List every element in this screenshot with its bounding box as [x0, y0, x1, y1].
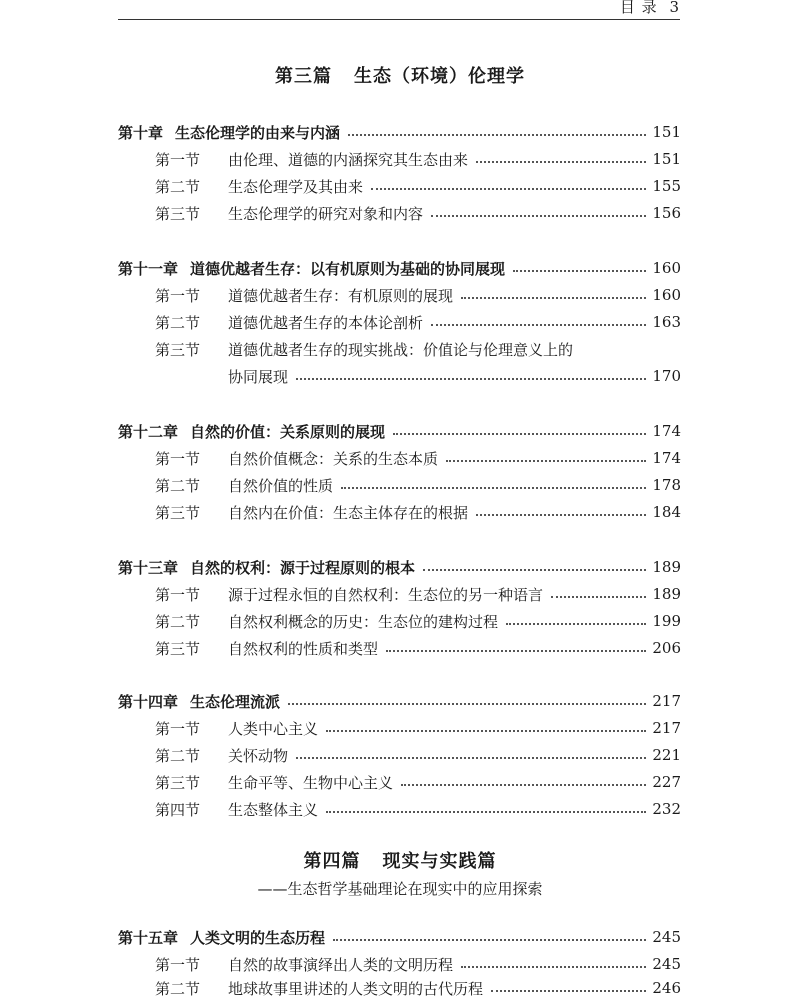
section-title: 人类中心主义	[228, 719, 319, 738]
part-name: 现实与实践篇	[382, 851, 497, 872]
chapter-title: 生态伦理流派	[190, 692, 281, 711]
dot-leader	[348, 134, 646, 136]
dot-leader	[333, 939, 646, 941]
dot-leader	[431, 215, 646, 217]
chapter-label: 第十四章	[118, 692, 179, 711]
toc-chapter-14[interactable]	[118, 689, 681, 713]
chapter-title: 道德优越者生存：以有机原则为基础的协同展现	[190, 259, 506, 278]
page-number: 155	[652, 177, 681, 195]
section-title: 自然的故事演绎出人类的文明历程	[228, 955, 454, 974]
dot-leader	[446, 460, 646, 462]
page-number: 184	[652, 503, 681, 521]
dot-leader	[393, 433, 646, 435]
toc-section[interactable]	[155, 201, 681, 225]
section-title: 生态伦理学的研究对象和内容	[228, 204, 424, 223]
toc-section[interactable]	[155, 500, 681, 524]
toc-chapter-15[interactable]	[118, 925, 681, 949]
page-number: 227	[652, 773, 681, 791]
section-title: 道德优越者生存的本体论剖析	[228, 313, 424, 332]
dot-leader	[423, 569, 646, 571]
page-number: 174	[652, 449, 681, 467]
toc-section[interactable]	[155, 716, 681, 740]
toc-chapter-13[interactable]	[118, 555, 681, 579]
page-number: 189	[652, 585, 681, 603]
toc-section[interactable]	[155, 952, 681, 976]
section-label: 第三节	[155, 773, 201, 792]
page-number: 160	[652, 259, 681, 277]
chapter-title: 自然的价值：关系原则的展现	[190, 422, 386, 441]
header-title: 目 录	[619, 0, 658, 16]
dot-leader	[506, 623, 646, 625]
part-4-title	[0, 847, 800, 873]
dot-leader	[513, 270, 646, 272]
dot-leader	[551, 596, 646, 598]
section-title: 生命平等、生物中心主义	[228, 773, 394, 792]
dot-leader	[296, 378, 646, 380]
chapter-title: 自然的权利：源于过程原则的根本	[190, 558, 416, 577]
section-title: 道德优越者生存的现实挑战：价值论与伦理意义上的	[228, 340, 574, 359]
toc-chapter-12[interactable]	[118, 419, 681, 443]
section-title: 源于过程永恒的自然权利：生态位的另一种语言	[228, 585, 544, 604]
section-title: 由伦理、道德的内涵探究其生态由来	[228, 150, 469, 169]
page-number: 245	[652, 928, 681, 946]
toc-chapter-11[interactable]	[118, 256, 681, 280]
page-number: 170	[652, 367, 681, 385]
section-label: 第一节	[155, 585, 201, 604]
toc-section[interactable]	[155, 310, 681, 334]
section-title: 自然权利概念的历史：生态位的建构过程	[228, 612, 499, 631]
section-label: 第一节	[155, 719, 201, 738]
section-title: 生态整体主义	[228, 800, 319, 819]
chapter-title: 生态伦理学的由来与内涵	[175, 123, 341, 142]
section-label: 第二节	[155, 612, 201, 631]
toc-section[interactable]	[155, 797, 681, 821]
dot-leader	[491, 990, 646, 992]
toc-section[interactable]	[155, 283, 681, 307]
section-label: 第二节	[155, 746, 201, 765]
page-number: 232	[652, 800, 681, 818]
dot-leader	[288, 703, 646, 705]
dot-leader	[461, 966, 646, 968]
page-number: 246	[652, 979, 681, 997]
toc-section[interactable]	[155, 582, 681, 606]
page-number: 151	[652, 123, 681, 141]
section-label: 第二节	[155, 476, 201, 495]
section-label: 第三节	[155, 340, 201, 359]
page-number: 221	[652, 746, 681, 764]
section-label: 第一节	[155, 449, 201, 468]
section-title: 道德优越者生存：有机原则的展现	[228, 286, 454, 305]
part-label: 第四篇	[303, 851, 361, 872]
toc-section[interactable]	[155, 147, 681, 171]
toc-section[interactable]	[155, 337, 681, 361]
chapter-label: 第十一章	[118, 259, 179, 278]
section-title: 生态伦理学及其由来	[228, 177, 364, 196]
running-header	[118, 0, 680, 20]
page-number: 174	[652, 422, 681, 440]
chapter-label: 第十三章	[118, 558, 179, 577]
section-label: 第二节	[155, 979, 201, 998]
page-number: 217	[652, 692, 681, 710]
section-label: 第一节	[155, 286, 201, 305]
dot-leader	[296, 757, 646, 759]
section-title-continuation: 协同展现	[228, 367, 289, 386]
section-title: 自然价值的性质	[228, 476, 334, 495]
section-label: 第三节	[155, 204, 201, 223]
section-title: 自然权利的性质和类型	[228, 639, 379, 658]
toc-section-continuation[interactable]	[228, 364, 681, 388]
dot-leader	[326, 730, 646, 732]
dot-leader	[341, 487, 646, 489]
dot-leader	[386, 650, 646, 652]
section-title: 自然内在价值：生态主体存在的根据	[228, 503, 469, 522]
page-number: 206	[652, 639, 681, 657]
toc-section[interactable]	[155, 174, 681, 198]
page-number: 151	[652, 150, 681, 168]
section-label: 第一节	[155, 955, 201, 974]
chapter-title: 人类文明的生态历程	[190, 928, 326, 947]
dot-leader	[326, 811, 646, 813]
part-name: 生态（环境）伦理学	[354, 66, 525, 87]
dot-leader	[476, 161, 646, 163]
header-page-number: 3	[669, 0, 680, 16]
page-number: 163	[652, 313, 681, 331]
section-label: 第二节	[155, 313, 201, 332]
page-number: 156	[652, 204, 681, 222]
toc-section[interactable]	[155, 473, 681, 497]
toc-section[interactable]	[155, 976, 681, 1000]
page-number: 160	[652, 286, 681, 304]
part-label: 第三篇	[275, 66, 332, 87]
section-title: 关怀动物	[228, 746, 289, 765]
page-number: 178	[652, 476, 681, 494]
dot-leader	[476, 514, 646, 516]
toc-section[interactable]	[155, 636, 681, 660]
toc-section[interactable]	[155, 743, 681, 767]
part-4-subtitle: ——生态哲学基础理论在现实中的应用探索	[257, 880, 543, 898]
section-title: 地球故事里讲述的人类文明的古代历程	[228, 979, 484, 998]
page-number: 189	[652, 558, 681, 576]
dot-leader	[401, 784, 646, 786]
part-3-title	[0, 62, 800, 88]
section-label: 第四节	[155, 800, 201, 819]
toc-section[interactable]	[155, 446, 681, 470]
toc-chapter-10[interactable]	[118, 120, 681, 144]
chapter-label: 第十二章	[118, 422, 179, 441]
section-title: 自然价值概念：关系的生态本质	[228, 449, 439, 468]
page-number: 199	[652, 612, 681, 630]
page-number: 217	[652, 719, 681, 737]
page-number: 245	[652, 955, 681, 973]
chapter-label: 第十五章	[118, 928, 179, 947]
section-label: 第三节	[155, 639, 201, 658]
section-label: 第三节	[155, 503, 201, 522]
toc-section[interactable]	[155, 770, 681, 794]
section-label: 第一节	[155, 150, 201, 169]
dot-leader	[461, 297, 646, 299]
dot-leader	[371, 188, 646, 190]
chapter-label: 第十章	[118, 123, 164, 142]
dot-leader	[431, 324, 646, 326]
toc-section[interactable]	[155, 609, 681, 633]
section-label: 第二节	[155, 177, 201, 196]
